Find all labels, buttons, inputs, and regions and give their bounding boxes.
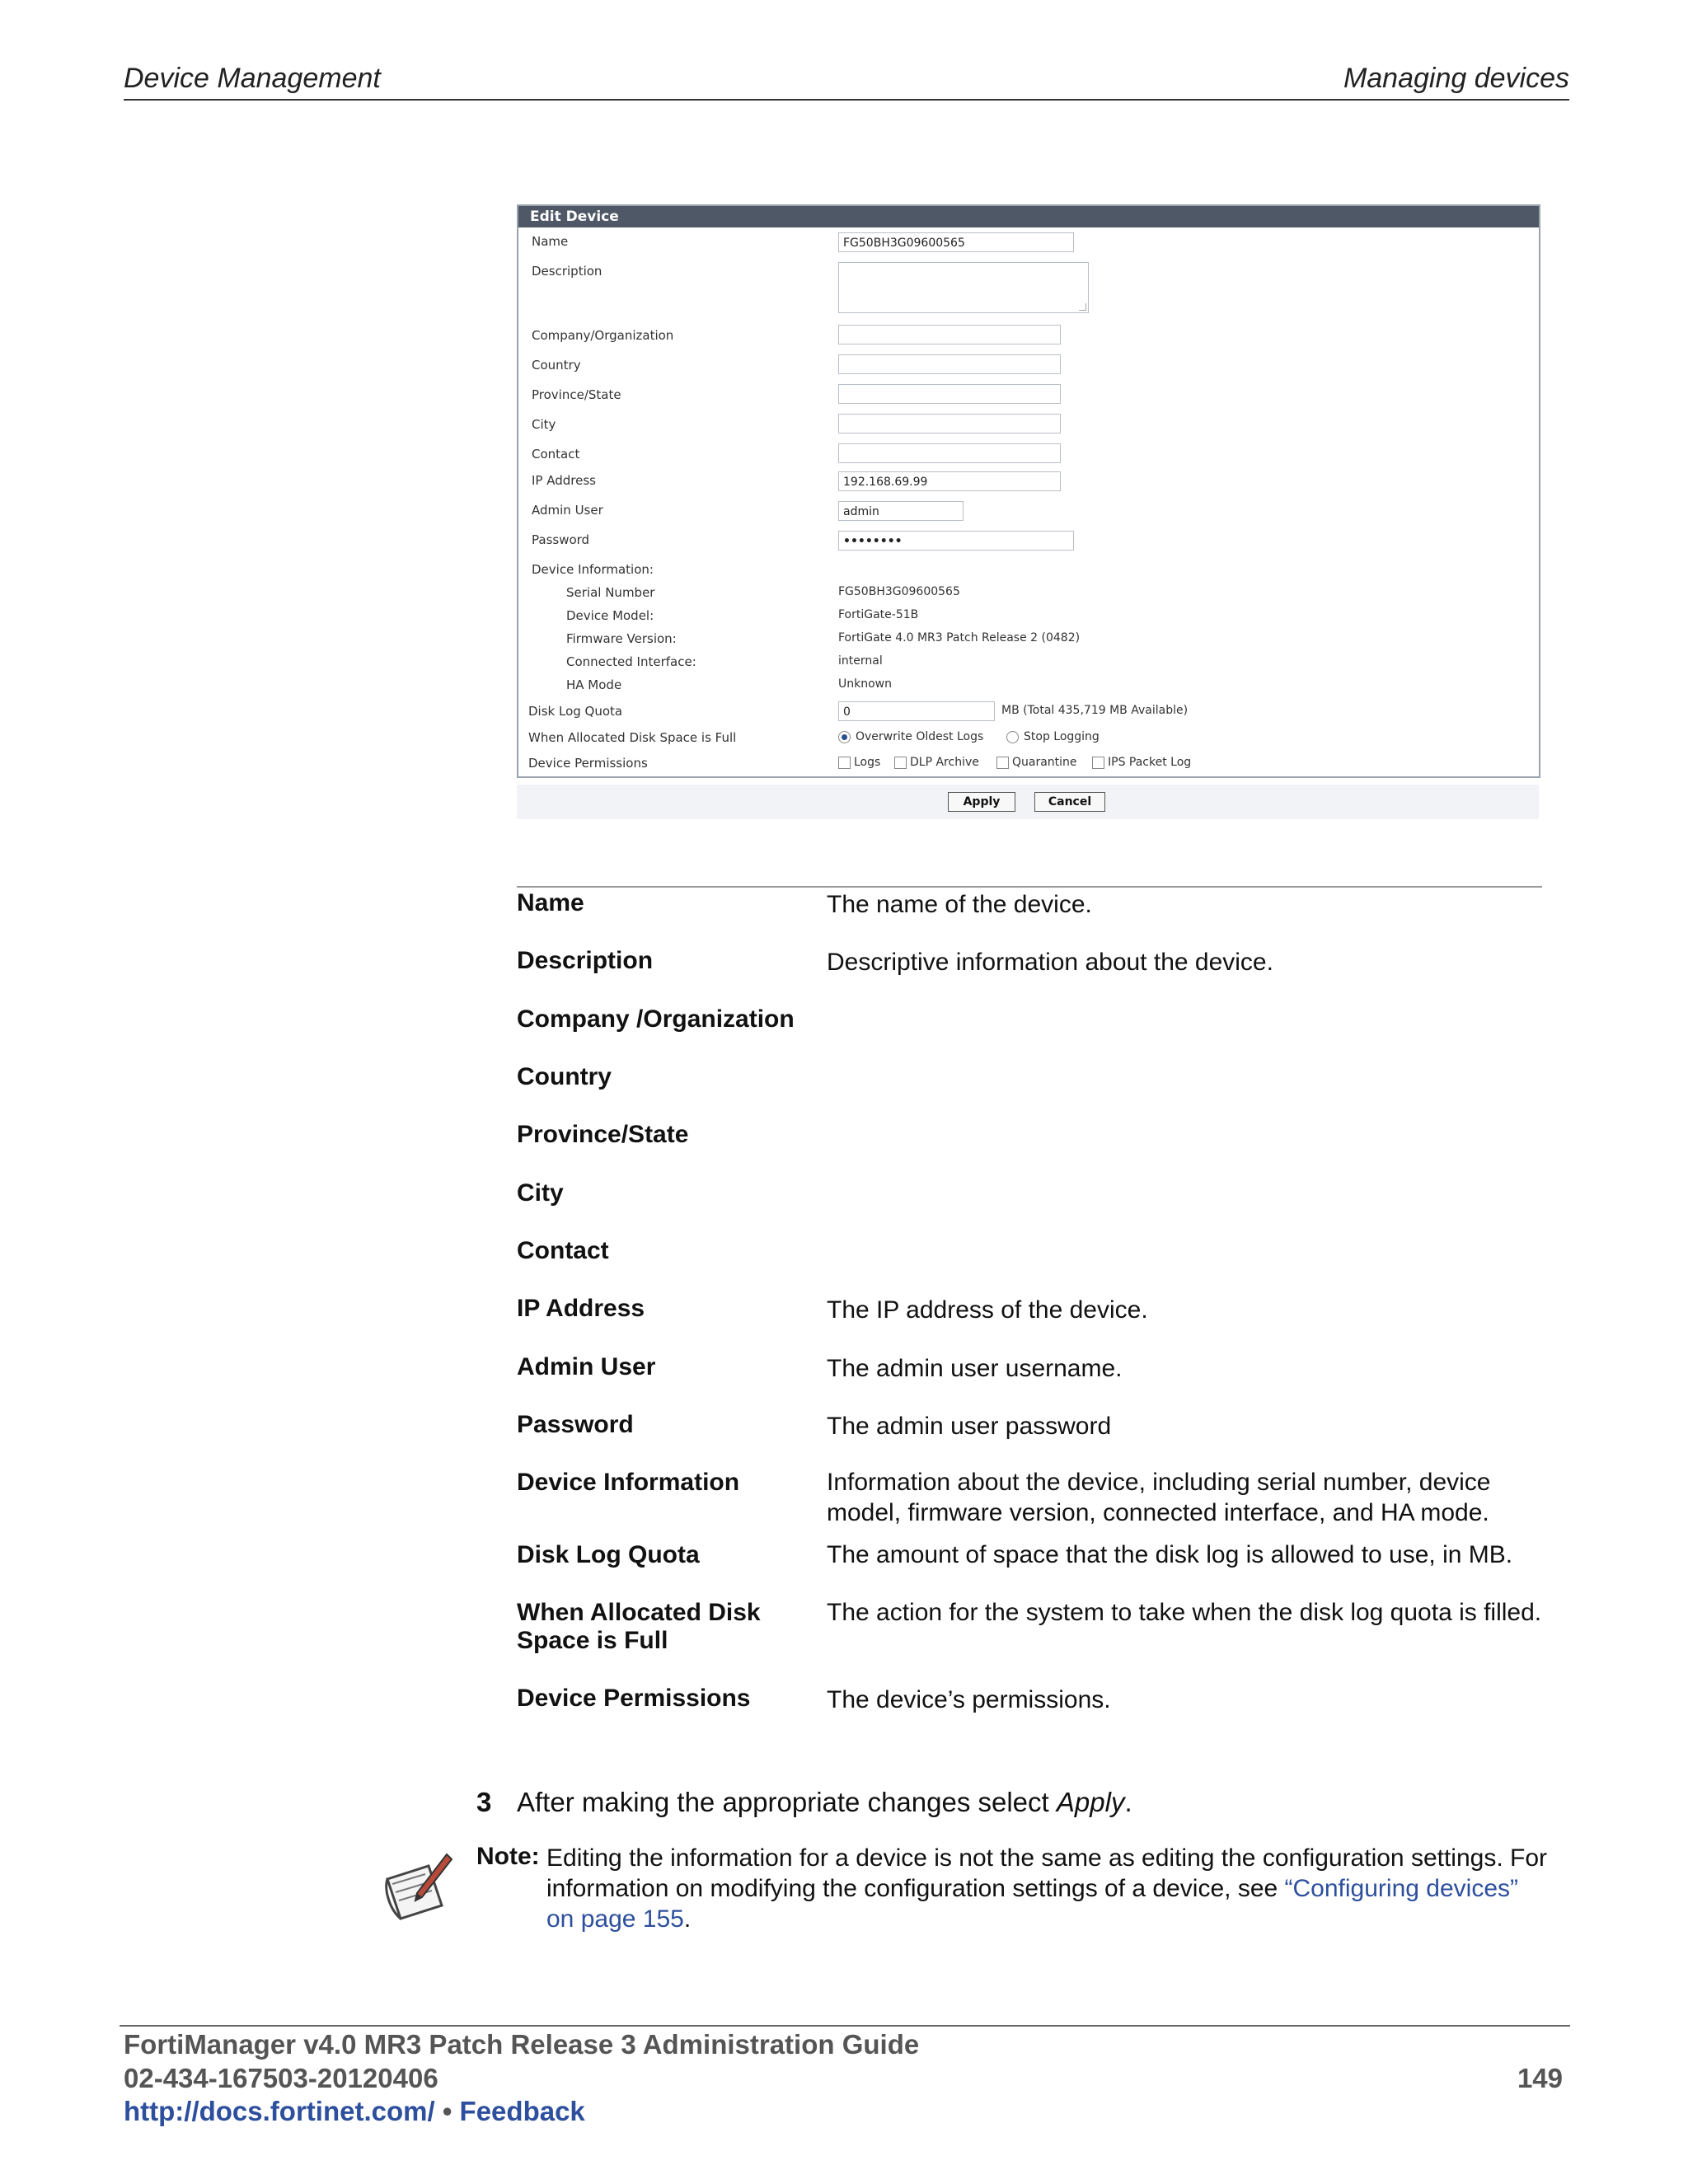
table-term: Company /Organization: [517, 1005, 795, 1033]
table-term: Country: [517, 1063, 612, 1090]
table-term: IP Address: [517, 1295, 645, 1322]
serial-value: FG50BH3G09600565: [838, 585, 960, 598]
footer-links: http://docs.fortinet.com/ • Feedback: [124, 2096, 585, 2126]
city-label: City: [532, 417, 556, 432]
step-text: After making the appropriate changes select Apply.: [517, 1787, 1132, 1817]
permissions-label: Device Permissions: [528, 756, 648, 771]
note-pencil-icon: [381, 1851, 455, 1925]
footer-guide-title: FortiManager v4.0 MR3 Patch Release 3 Administration Guide: [124, 2029, 920, 2060]
dialog-button-bar: [517, 785, 1539, 819]
table-term: Name: [517, 889, 584, 916]
password-label: Password: [532, 532, 590, 547]
model-value: FortiGate-51B: [838, 608, 919, 621]
province-input[interactable]: [838, 384, 1061, 404]
dlp-archive-checkbox[interactable]: DLP Archive: [894, 756, 979, 769]
running-header: [124, 63, 1569, 101]
table-term: Admin User: [517, 1353, 656, 1380]
section-title: Managing devices: [1343, 63, 1569, 94]
interface-label: Connected Interface:: [566, 654, 696, 669]
feedback-link[interactable]: Feedback: [459, 2096, 585, 2126]
password-input[interactable]: ••••••••: [838, 531, 1074, 551]
table-desc: The IP address of the device.: [827, 1296, 1148, 1324]
province-label: Province/State: [532, 387, 621, 402]
name-label: Name: [532, 234, 569, 249]
description-label: Description: [532, 264, 603, 279]
firmware-value: FortiGate 4.0 MR3 Patch Release 2 (0482): [838, 631, 1081, 644]
resize-grip-icon[interactable]: [1079, 303, 1086, 311]
table-desc: The device’s permissions.: [827, 1686, 1111, 1713]
contact-label: Contact: [532, 447, 580, 462]
firmware-label: Firmware Version:: [566, 631, 677, 646]
docs-url-link[interactable]: http://docs.fortinet.com/: [124, 2096, 435, 2126]
ha-value: Unknown: [838, 677, 892, 691]
interface-value: internal: [838, 654, 883, 668]
quota-input[interactable]: 0: [838, 701, 995, 721]
admin-input[interactable]: admin: [838, 501, 964, 521]
table-desc: The amount of space that the disk log is allowed to use, in MB.: [827, 1541, 1513, 1568]
table-desc: The action for the system to take when the disk log quota is filled.: [827, 1599, 1542, 1626]
overwrite-radio[interactable]: Overwrite Oldest Logs: [838, 730, 983, 743]
step-number: 3: [476, 1787, 492, 1817]
page-number: 149: [1517, 2063, 1563, 2093]
table-term: Province/State: [517, 1121, 689, 1148]
note-text: Editing the information for a device is not the same as editing the configuration settings. For information on modifying the configuration settings of a device, see “Configuring devices” on page 155.: [546, 1844, 1548, 1933]
name-input[interactable]: FG50BH3G09600565: [838, 232, 1074, 252]
checkbox-icon[interactable]: [838, 757, 851, 769]
table-desc: The admin user password: [827, 1413, 1112, 1440]
when-full-label: When Allocated Disk Space is Full: [528, 730, 737, 745]
contact-input[interactable]: [838, 443, 1061, 463]
table-desc: The name of the device.: [827, 891, 1092, 918]
company-input[interactable]: [838, 325, 1061, 344]
serial-label: Serial Number: [566, 585, 655, 600]
apply-button[interactable]: Apply: [948, 792, 1015, 812]
company-label: Company/Organization: [532, 328, 674, 343]
checkbox-icon[interactable]: [1092, 757, 1104, 769]
model-label: Device Model:: [566, 608, 654, 623]
ip-label: IP Address: [532, 473, 596, 488]
country-label: Country: [532, 358, 581, 373]
table-term: Password: [517, 1411, 634, 1438]
country-input[interactable]: [838, 354, 1061, 374]
table-term: Device Information: [517, 1469, 740, 1496]
checkbox-icon[interactable]: [996, 757, 1009, 769]
ips-packet-log-checkbox[interactable]: IPS Packet Log: [1092, 756, 1191, 769]
table-desc: Information about the device, including serial number, device model, firmware version, connected interface, and HA mode.: [827, 1469, 1491, 1526]
description-textarea[interactable]: [838, 262, 1089, 313]
ip-input[interactable]: 192.168.69.99: [838, 471, 1061, 491]
radio-icon[interactable]: [1006, 731, 1019, 743]
table-top-rule: [517, 886, 1542, 888]
cancel-button[interactable]: Cancel: [1034, 792, 1105, 812]
table-desc: The admin user username.: [827, 1355, 1123, 1382]
table-term: City: [517, 1179, 564, 1207]
table-term: When Allocated Disk Space is Full: [517, 1599, 761, 1654]
note-label: Note:: [476, 1843, 540, 1870]
table-term: Disk Log Quota: [517, 1541, 700, 1568]
stop-logging-radio[interactable]: Stop Logging: [1006, 730, 1100, 743]
table-term: Contact: [517, 1237, 609, 1264]
footer-doc-id: 02-434-167503-20120406: [124, 2063, 438, 2093]
quota-note: MB (Total 435,719 MB Available): [1001, 704, 1189, 717]
configuring-devices-link[interactable]: “Configuring devices” on page 155: [546, 1875, 1518, 1933]
table-term: Description: [517, 947, 654, 974]
device-info-label: Device Information:: [532, 562, 654, 577]
logs-checkbox[interactable]: Logs: [838, 756, 880, 769]
chapter-title: Device Management: [124, 63, 381, 94]
ha-label: HA Mode: [566, 677, 622, 692]
admin-label: Admin User: [532, 503, 603, 518]
city-input[interactable]: [838, 414, 1061, 434]
quarantine-checkbox[interactable]: Quarantine: [996, 756, 1077, 769]
table-desc: Descriptive information about the device.: [827, 949, 1273, 976]
radio-selected-icon[interactable]: [838, 731, 851, 743]
checkbox-icon[interactable]: [894, 757, 907, 769]
footer-rule: [120, 2025, 1570, 2027]
dialog-title: Edit Device: [518, 206, 1539, 227]
edit-device-dialog: [517, 204, 1540, 778]
quota-label: Disk Log Quota: [528, 704, 623, 719]
table-term: Device Permissions: [517, 1685, 751, 1712]
